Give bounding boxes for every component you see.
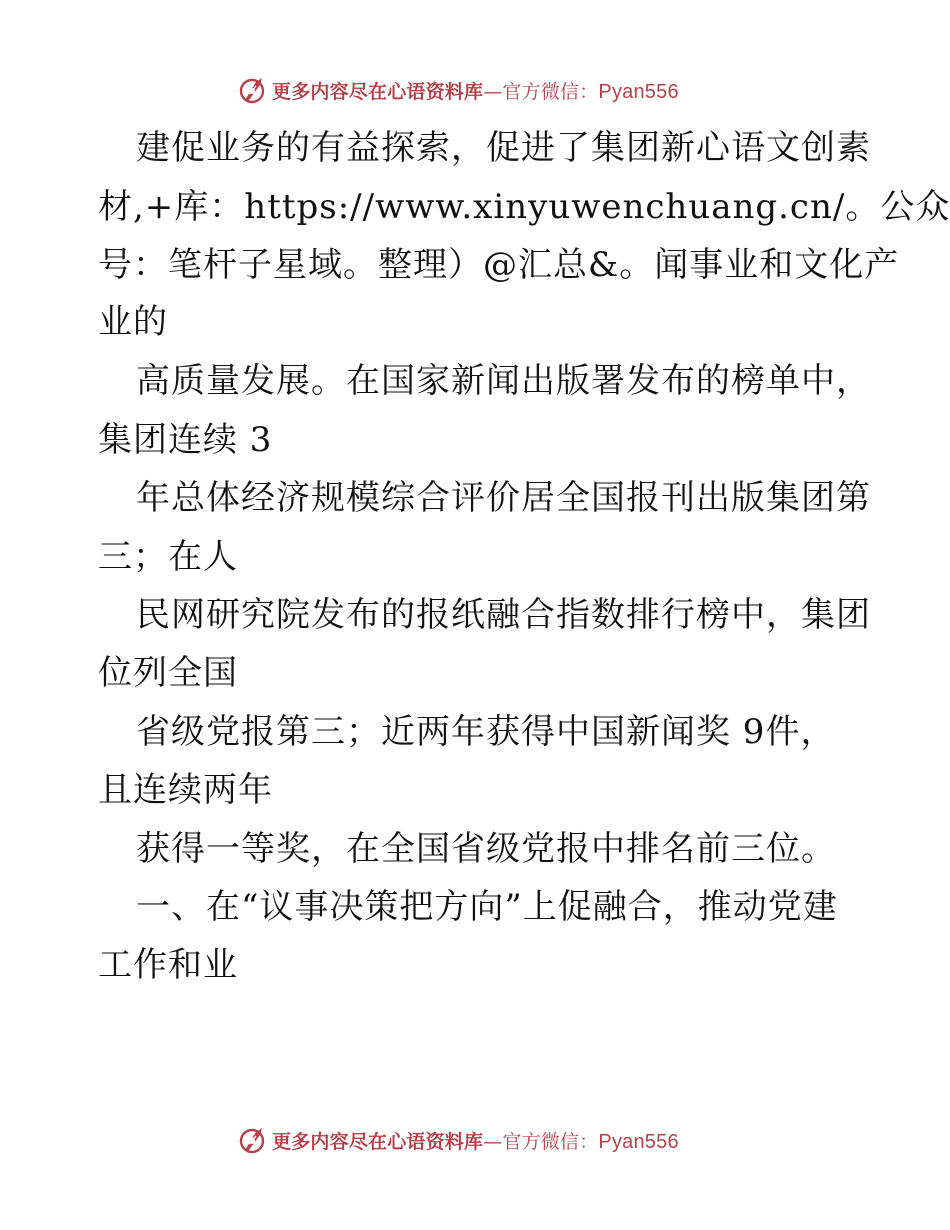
watermark-handle: Pyan556 [598, 80, 679, 103]
watermark-text: 更多内容尽在心语资料库 [272, 1130, 484, 1153]
text-line: 位列全国 [98, 653, 238, 693]
watermark-text: 更多内容尽在心语资料库 [272, 80, 484, 103]
text-line: 年总体经济规模综合评价居全国报刊出版集团第 [136, 478, 871, 518]
quill-pen-logo-icon [236, 74, 268, 106]
text-line: 一、在“议事决策把方向”上促融合，推动党建 [136, 887, 838, 927]
watermark-handle: Pyan556 [598, 1130, 679, 1153]
watermark-separator: — [483, 80, 503, 103]
text-line: 获得一等奖，在全国省级党报中排名前三位。 [136, 829, 836, 869]
text-line: 集团连续 3 [98, 420, 273, 460]
text-line: 材,+库：https://www.xinyuwenchuang.cn/。公众 [98, 187, 950, 227]
text-line: 省级党报第三；近两年获得中国新闻奖 9件， [136, 712, 836, 752]
text-line: 且连续两年 [98, 770, 273, 810]
header-watermark [236, 73, 679, 107]
text-line: 号：笔杆子星域。整理）@汇总&。闻事业和文化产 [98, 245, 900, 285]
watermark-separator: — [483, 1130, 503, 1153]
quill-pen-logo-icon [236, 1124, 268, 1156]
text-line: 工作和业 [98, 945, 238, 985]
text-line: 民网研究院发布的报纸融合指数排行榜中，集团 [136, 595, 871, 635]
watermark-official-label: 官方微信： [502, 1130, 599, 1153]
text-line: 高质量发展。在国家新闻出版署发布的榜单中， [136, 361, 871, 401]
watermark-official-label: 官方微信： [502, 80, 599, 103]
text-line: 建促业务的有益探索，促进了集团新心语文创素 [136, 128, 871, 168]
footer-watermark [236, 1123, 679, 1157]
text-line: 三；在人 [98, 537, 238, 577]
text-line: 业的 [98, 302, 168, 342]
